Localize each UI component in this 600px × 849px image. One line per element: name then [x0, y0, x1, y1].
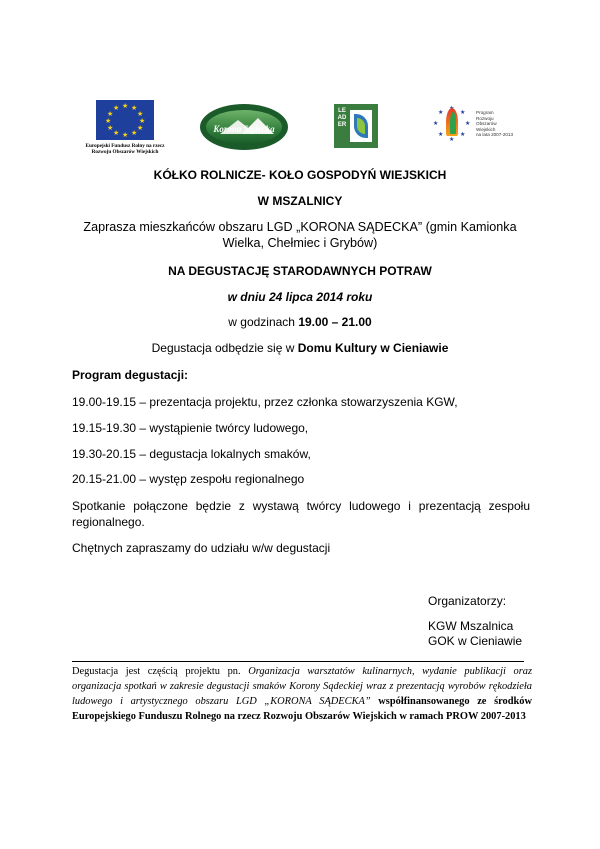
program-item: 19.00-19.15 – prezentacja projektu, przez członka stowarzyszenia KGW, [72, 395, 458, 409]
program-item: 19.30-20.15 – degustacja lokalnych smaków, [72, 447, 311, 461]
event-date: w dniu 24 lipca 2014 roku [227, 290, 373, 304]
logo-bar [0, 100, 600, 160]
organizer-2: GOK w Cieniawie [428, 634, 523, 648]
event-hours: w godzinach 19.00 – 21.00 [228, 315, 372, 329]
event-hours-value: 19.00 – 21.00 [298, 315, 372, 329]
event-title: NA DEGUSTACJĘ STARODAWNYCH POTRAW [168, 264, 432, 278]
korona-logo-text: Korona Sądecka [213, 124, 275, 134]
leader-logo-text: LEADER [337, 108, 347, 128]
program-title: Program degustacji: [72, 368, 189, 382]
footer-divider [72, 661, 524, 662]
eu-caption: Europejski Fundusz Rolny na rzecz Rozwoju Obszarów Wiejskich [85, 143, 165, 155]
meeting-note: Spotkanie połączone będzie z wystawą twórcy ludowego i prezentacją zespołu regionalnego. [72, 499, 530, 529]
organizers-label: Organizatorzy: [428, 594, 507, 608]
invite-text: Zaprasza mieszkańców obszaru LGD „KORONA SĄDECKA” (gmin Kamionka Wielka, Chełmiec i Grybów) [83, 220, 517, 250]
program-item: 19.15-19.30 – wystąpienie twórcy ludowego, [72, 421, 309, 435]
eu-flag-icon: ★ ★ ★ ★ ★ ★ ★ ★ ★ ★ ★ ★ [96, 100, 154, 140]
prow-star-ring-icon: ★ ★ ★ ★ ★ ★ ★ [433, 110, 471, 143]
korona-sadecka-logo [200, 104, 288, 150]
event-location: Degustacja odbędzie się w Domu Kultury w Cieniawie [151, 341, 449, 355]
prow-logo [432, 102, 512, 148]
heading-line-2: W MSZALNICY [257, 194, 343, 208]
closing-text: Chętnych zapraszamy do udziału w/w degustacji [72, 541, 331, 555]
organizer-1: KGW Mszalnica [428, 619, 514, 633]
leader-logo [334, 104, 378, 148]
heading-line-1: KÓŁKO ROLNICZE- KOŁO GOSPODYŃ WIEJSKICH [153, 168, 447, 182]
event-location-value: Domu Kultury w Cieniawie [297, 341, 449, 355]
footer-note: Degustacja jest częścią projektu pn. Organizacja warsztatów kulinarnych, wydanie publikacji oraz organizacja spotkań w zakresie degustacji smaków Korony Sądeckiej wraz z prezentacją wyrobów rękodzieła ludowego i artystycznego obszaru LGD „KORONA SĄDECKA” współfinansowanego ze środków Europejskiego Funduszu Rolnego na rzecz Rozwoju Obszarów Wiejskich w ramach PROW 2007-2013 [72, 666, 533, 722]
eu-logo [80, 100, 170, 155]
program-item: 20.15-21.00 – występ zespołu regionalnego [72, 472, 305, 486]
prow-caption: Program Rozwoju Obszarów Wiejskich na lata 2007-2013 [476, 110, 514, 138]
